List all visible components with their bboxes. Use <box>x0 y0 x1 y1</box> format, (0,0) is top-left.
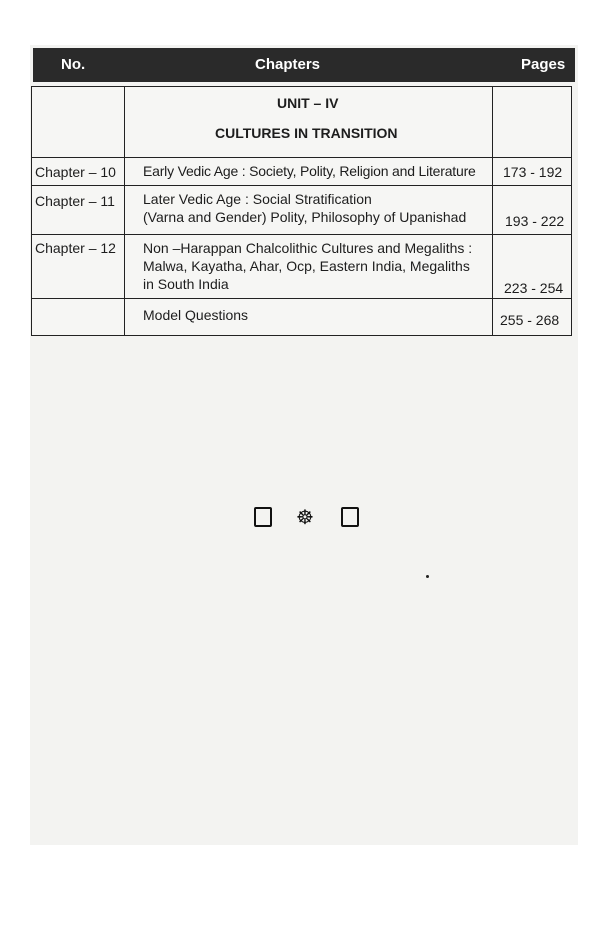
toc-table <box>31 86 572 336</box>
row-divider <box>32 234 571 235</box>
chapter-number: Chapter – 12 <box>35 240 116 256</box>
chapter-title: (Varna and Gender) Polity, Philosophy of Upanishad <box>143 209 467 225</box>
square-icon <box>254 507 272 527</box>
row-divider <box>32 185 571 186</box>
chapter-title: Malwa, Kayatha, Ahar, Ocp, Eastern India, Megaliths <box>143 258 470 274</box>
chapter-title: Non –Harappan Chalcolithic Cultures and Megaliths : <box>143 240 473 256</box>
chapter-pages: 193 - 222 <box>505 213 565 229</box>
toc-header <box>33 48 575 82</box>
chapter-pages: 223 - 254 <box>504 280 564 296</box>
chapter-number: Chapter – 11 <box>35 193 115 209</box>
wheel-icon: ☸ <box>296 507 314 529</box>
header-no: No. <box>61 56 86 73</box>
header-chapters: Chapters <box>255 56 321 73</box>
square-icon <box>341 507 359 527</box>
unit-subtitle: CULTURES IN TRANSITION <box>215 125 398 141</box>
chapter-number: Chapter – 10 <box>35 164 116 180</box>
row-divider <box>32 157 571 158</box>
model-questions-pages: 255 - 268 <box>500 312 560 328</box>
chapter-title: in South India <box>143 276 229 292</box>
chapter-title: Later Vedic Age : Social Stratification <box>143 191 372 207</box>
ink-dot <box>426 575 429 578</box>
unit-title: UNIT – IV <box>277 95 339 111</box>
row-divider <box>32 298 571 299</box>
header-pages: Pages <box>521 56 566 73</box>
chapter-pages: 173 - 192 <box>503 164 563 180</box>
chapter-title: Early Vedic Age : Society, Polity, Religion and Literature <box>143 163 476 179</box>
model-questions-title: Model Questions <box>143 307 249 323</box>
